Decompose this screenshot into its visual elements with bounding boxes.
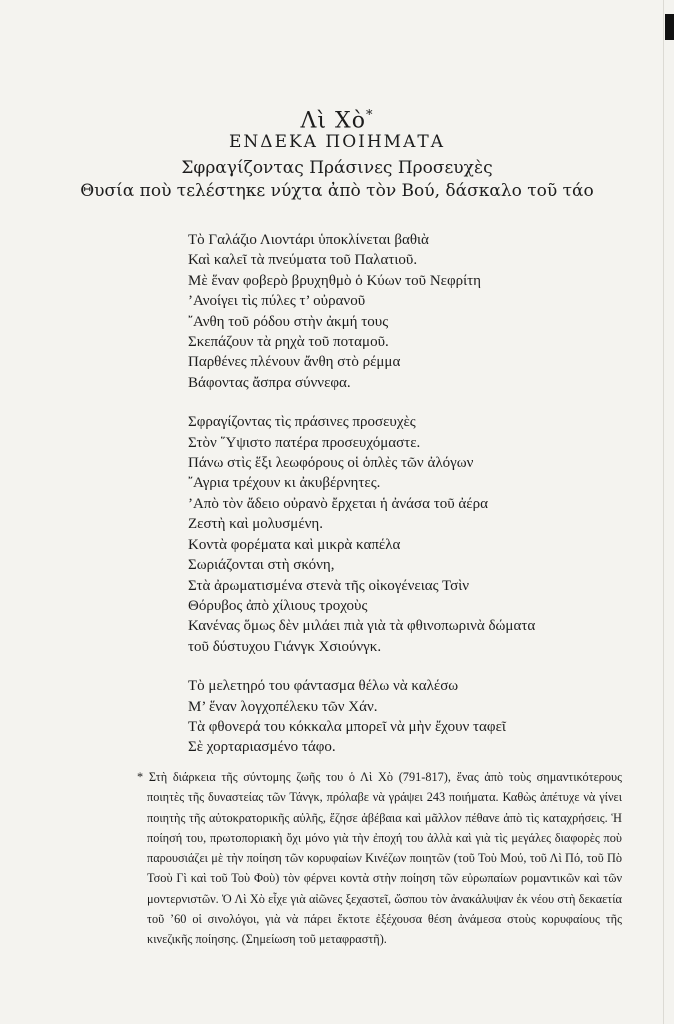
page-edge-line xyxy=(663,0,664,1024)
poem-line: ’Ανοίγει τὶς πύλες τ’ οὐρανοῦ xyxy=(188,293,366,310)
poem-line: Τὰ φθονερά του κόκκαλα μπορεῖ νὰ μὴν ἔχουν ταφεῖ xyxy=(188,718,506,735)
poem-line: Τὸ μελετηρό του φάντασμα θέλω νὰ καλέσω xyxy=(188,678,459,695)
poem-line: Σφραγίζοντας τὶς πράσινες προσευχὲς xyxy=(188,414,416,431)
footnote xyxy=(137,767,622,950)
poem-line: Τὸ Γαλάζιο Λιοντάρι ὑποκλίνεται βαθιὰ xyxy=(188,232,429,248)
poem-line: Στὰ ἀρωματισμένα στενὰ τῆς οἰκογένειας Τσὶν xyxy=(188,577,470,594)
poem-title: Σφραγίζοντας Πράσινες Προσευχὲς xyxy=(181,158,493,178)
author-name: Λὶ Χὸ xyxy=(300,108,366,134)
poem-line: ῎Αγρια τρέχουν κι ἀκυβέρνητες. xyxy=(188,475,381,492)
footnote-mark: * xyxy=(137,770,144,784)
author-footnote-mark: * xyxy=(365,108,374,123)
author-heading xyxy=(0,108,674,133)
poem-line: ’Απὸ τὸν ἄδειο οὐρανὸ ἔρχεται ἡ ἀνάσα τοῦ ἀέρα xyxy=(188,495,488,512)
footnote-text: Στὴ διάρκεια τῆς σύντομης ζωῆς του ὁ Λὶ Χὸ (791-817), ἕνας ἀπὸ τοὺς σημαντικότερους ποιητὲς τῆς δυναστείας τῶν Τάνγκ, πρόλαβε νὰ γράψει 243 ποιήματα. Καθὼς ἀπέτυχε νὰ γίνει ποιητὴς τῆς αὐτοκρατορικῆς αὐλῆς, ἔζησε ἀβέβαια καὶ μᾶλλον πέθανε ἀπὸ τὶς καταχρήσεις. Ἡ ποίησή του, πρωτοποριακὴ ὄχι μόνο γιὰ τὴν ἐποχή του ἀλλὰ καὶ γιὰ τὶς μεγάλες διαφορὲς ποὺ παρουσιάζει μὲ τὴν ποίηση τῶν κορυφαίων Κινέζων ποιητῶν (τοῦ Τοὺ Μού, τοῦ Λὶ Πό, τοῦ Πὸ Τσοὺ Γὶ καὶ τοῦ Τοὺ Φοὺ) τὸν φέρνει κοντὰ στὴν ποίηση τῶν εὐρωπαίων ρομαντικῶν καὶ τῶν μοντερνιστῶν. Ὁ Λὶ Χὸ εἶχε γιὰ αἰῶνες ξεχαστεῖ, ὥσπου τὸν ἀνακάλυψαν ἐκ νέου στὴ δεκαετία τοῦ ’60 οἱ σινολόγοι, γιὰ νὰ πάρει ἔκτοτε ἐξέχουσα θέση ἀνάμεσα στοὺς κορυφαίους τῆς κινεζικῆς ποίησης. (Σημείωση τοῦ μεταφραστῆ). xyxy=(147,770,622,947)
poem-stanza xyxy=(188,412,535,657)
poem-line: Σωριάζονται στὴ σκόνη, xyxy=(188,557,335,574)
poem-line: Θόρυβος ἀπὸ χίλιους τροχοὺς xyxy=(188,597,368,614)
poem-line: Παρθένες πλένουν ἄνθη στὸ ρέμμα xyxy=(188,354,401,371)
poem-line: Μὲ ἕναν φοβερὸ βρυχηθμὸ ὁ Κύων τοῦ Νεφρίτη xyxy=(188,272,482,289)
page-edge-mark xyxy=(665,14,674,40)
poem-stanza xyxy=(188,230,535,393)
poem-line: Στὸν ῞Υψιστο πατέρα προσευχόμαστε. xyxy=(188,434,421,451)
poem-body xyxy=(188,230,535,777)
poem-line: Σκεπάζουν τὰ ρηχὰ τοῦ ποταμοῦ. xyxy=(188,334,389,351)
poem-line: Κανένας ὅμως δὲν μιλάει πιὰ γιὰ τὰ φθινοπωρινὰ δώματα xyxy=(188,618,536,635)
poem-line: τοῦ δύστυχου Γιάνγκ Χσιούνγκ. xyxy=(188,638,382,655)
poem-line: Σὲ χορταριασμένο τάφο. xyxy=(188,739,336,756)
collection-title: ΕΝΔΕΚΑ ΠΟΙΗΜΑΤΑ xyxy=(229,132,445,152)
poem-line: Πάνω στὶς ἕξι λεωφόρους οἱ ὁπλὲς τῶν ἀλόγων xyxy=(188,455,474,472)
poem-line: Βάφοντας ἄσπρα σύννεφα. xyxy=(188,374,351,391)
poem-subtitle: Θυσία ποὺ τελέστηκε νύχτα ἀπὸ τὸν Βού, δάσκαλο τοῦ τάο xyxy=(80,181,594,201)
poem-line: Κοντὰ φορέματα καὶ μικρὰ καπέλα xyxy=(188,536,401,553)
poem-line: ῎Ανθη τοῦ ρόδου στὴν ἀκμή τους xyxy=(188,313,389,330)
poem-stanza xyxy=(188,676,535,758)
poem-line: Καὶ καλεῖ τὰ πνεύματα τοῦ Παλατιοῦ. xyxy=(188,252,418,269)
poem-line: Ζεστὴ καὶ μολυσμένη. xyxy=(188,516,324,533)
poem-line: Μ’ ἕναν λογχοπέλεκυ τῶν Χάν. xyxy=(188,698,378,715)
